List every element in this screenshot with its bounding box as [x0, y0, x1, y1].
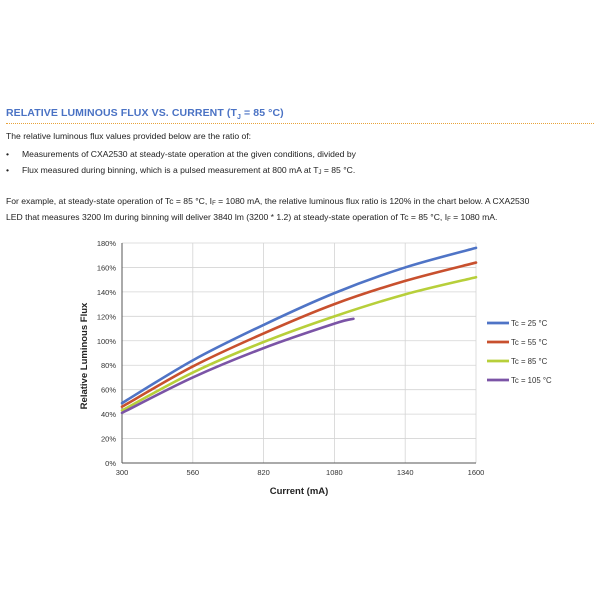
- example-line-1: For example, at steady-state operation of Tc = 85 °C, $I_F = 1080$ mA, the relative luminous flux ratio is 120% in the chart below. A CXA2530: [6, 196, 530, 207]
- y-tick-label: 20%: [100, 434, 116, 444]
- example-line-2: LED that measures 3200 lm during binning will deliver 3840 lm (3200 * 1.2) at steady-state operation of Tc = 85 °C, $I_F = 1080$ mA.: [6, 212, 498, 223]
- intro-text: The relative luminous flux values provided below are the ratio of:: [6, 131, 252, 141]
- y-tick-label: 180%: [96, 239, 116, 248]
- y-tick-label: 0%: [105, 459, 116, 468]
- y-tick-label: 100%: [96, 336, 116, 346]
- y-tick-label: 140%: [96, 287, 116, 297]
- x-tick-label: 1080: [326, 468, 343, 477]
- legend-label: Tc = 85 °C: [511, 357, 548, 366]
- bullet-text: Flux measured during binning, which is a pulsed measurement at 800 mA at $T_J = 85$ °C.: [22, 165, 356, 176]
- y-tick-label: 40%: [100, 410, 116, 420]
- legend-label: Tc = 55 °C: [511, 338, 548, 347]
- bullet-text: Measurements of CXA2530 at steady-state operation at the given conditions, divided by: [22, 149, 356, 159]
- chart-legend: [487, 319, 552, 385]
- y-tick-label: 160%: [96, 263, 116, 273]
- y-tick-label: 60%: [100, 385, 116, 395]
- y-axis-label: Relative Luminous Flux: [79, 302, 90, 410]
- legend-label: Tc = 25 °C: [511, 319, 548, 328]
- section-title: RELATIVE LUMINOUS FLUX VS. CURRENT ($T_J = 85$ °C): [6, 107, 284, 122]
- x-tick-label: 1600: [467, 468, 485, 477]
- bullet-marker: •: [6, 149, 10, 159]
- x-axis-label: Current (mA): [269, 486, 329, 497]
- legend-label: Tc = 105 °C: [511, 376, 552, 385]
- x-tick-label: 1340: [396, 468, 414, 477]
- x-tick-label: 820: [257, 468, 270, 477]
- y-tick-label: 80%: [100, 361, 116, 371]
- bullet-marker: •: [6, 165, 10, 175]
- x-tick-label: 560: [186, 468, 200, 477]
- x-tick-label: 300: [115, 468, 129, 477]
- y-tick-label: 120%: [96, 312, 116, 322]
